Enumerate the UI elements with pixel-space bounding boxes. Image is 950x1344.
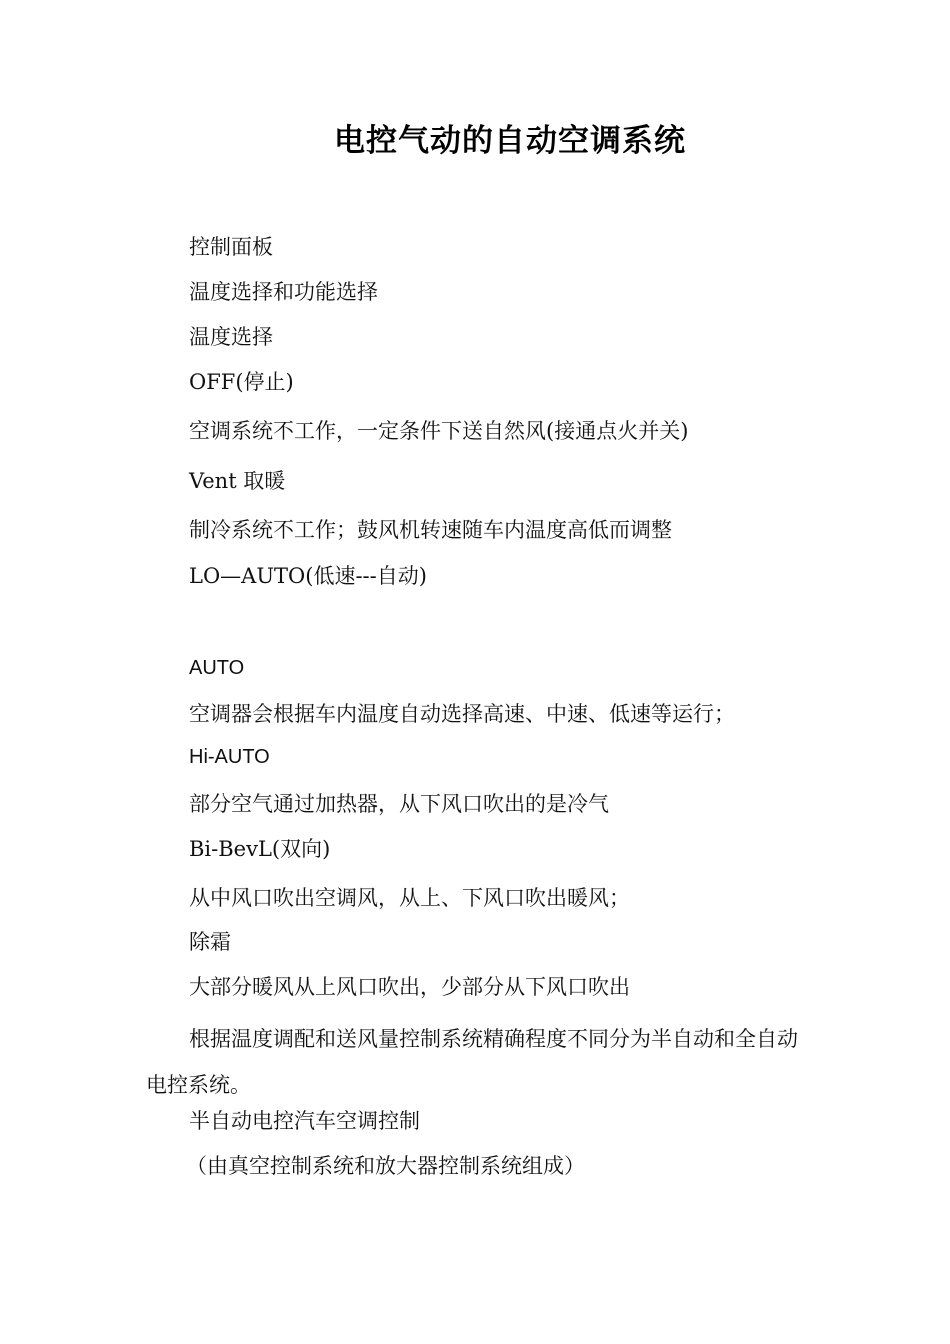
text-line-auto: AUTO bbox=[189, 657, 245, 679]
text-line-vent-desc: 制冷系统不工作；鼓风机转速随车内温度高低而调整 bbox=[189, 518, 672, 542]
text-line-temp-and-function: 温度选择和功能选择 bbox=[189, 280, 378, 304]
text-line-vent: Vent 取暖 bbox=[189, 469, 286, 493]
text-line-semi-auto-note: （由真空控制系统和放大器控制系统组成） bbox=[186, 1154, 585, 1178]
document-title: 电控气动的自动空调系统 bbox=[334, 123, 686, 159]
text-line-hi-auto-desc: 部分空气通过加热器，从下风口吹出的是冷气 bbox=[189, 792, 609, 816]
text-line-defrost: 除霜 bbox=[189, 930, 231, 954]
text-line-hi-auto: Hi-AUTO bbox=[189, 746, 270, 768]
text-line-defrost-desc: 大部分暖风从上风口吹出，少部分从下风口吹出 bbox=[189, 975, 630, 999]
text-line-off-desc: 空调系统不工作，一定条件下送自然风(接通点火并关) bbox=[189, 419, 689, 443]
text-line-bi-level: Bi-BevL(双向) bbox=[189, 837, 331, 861]
text-line-off: OFF(停止) bbox=[189, 370, 294, 394]
text-line-bi-level-desc: 从中风口吹出空调风，从上、下风口吹出暖风； bbox=[189, 886, 630, 910]
text-line-temp-select: 温度选择 bbox=[189, 325, 273, 349]
text-paragraph-classification: 根据温度调配和送风量控制系统精确程度不同分为半自动和全自动电控系统。 bbox=[146, 1027, 798, 1097]
text-line-lo-auto: LO—AUTO(低速---自动) bbox=[189, 564, 427, 588]
text-line-auto-desc: 空调器会根据车内温度自动选择高速、中速、低速等运行； bbox=[189, 702, 735, 726]
text-line-semi-auto: 半自动电控汽车空调控制 bbox=[189, 1109, 420, 1133]
text-line-control-panel: 控制面板 bbox=[189, 235, 273, 259]
